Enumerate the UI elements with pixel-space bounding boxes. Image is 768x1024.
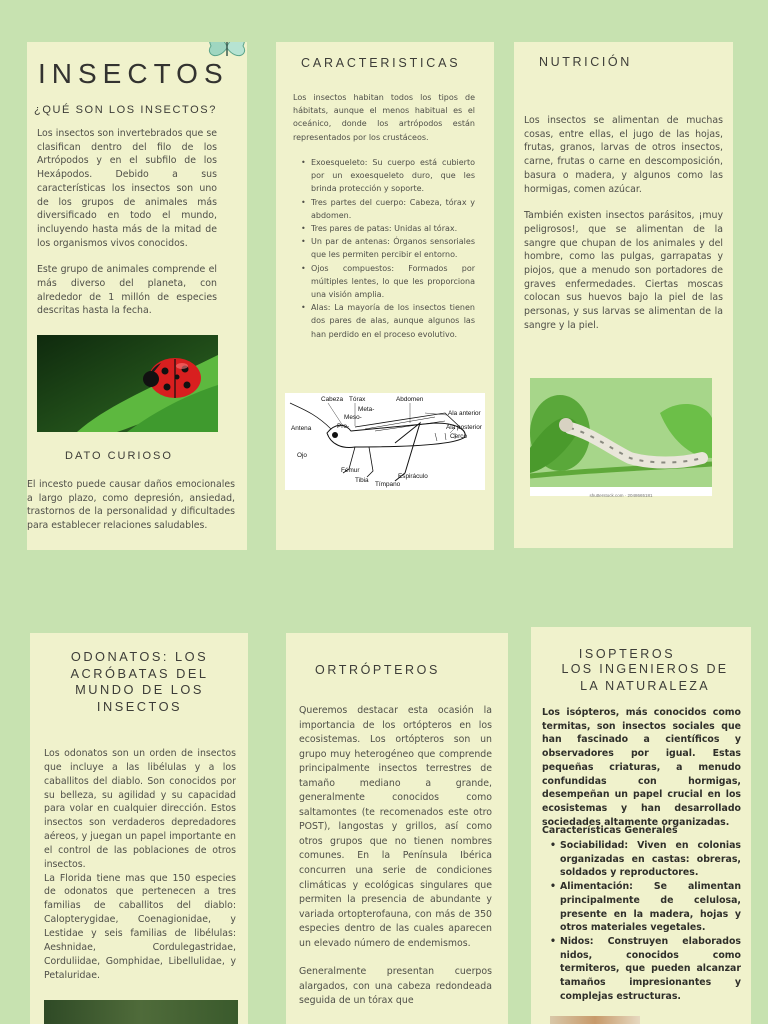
label-timpano: Tímpano [375, 481, 401, 488]
panel-odonatos [30, 633, 248, 1024]
intro-text [37, 127, 217, 318]
ladybug-photo [37, 335, 218, 432]
panel-insectos [27, 42, 247, 550]
isopteros-intro: Los isópteros, más conocidos como termitas, son insectos sociales que han fascinado a científicos y observadores por igual. Estas pequeñas criaturas, a menudo confundidas con hormigas, desempeñan un papel crucial en los ecosistemas y han desarrollado sociedades altamente organizadas. [542, 707, 741, 828]
paragraph: Generalmente presentan cuerpos alargados, con una cabeza redondeada seguida de un tórax que [299, 966, 492, 1007]
termite-features-list [548, 839, 741, 1003]
label-tibia: Tibia [355, 477, 369, 484]
paragraph: La Florida tiene mas que 150 especies de odonatos que pertenecen a tres familias de caballitos del diablo: Calopterygidae, Coenagionidae, y Lestidae y seis familias de libélulas: Aeshnidae, Cordulegastridae, Corduliidae, Gomphidae, Libellulidae, y Petaluridae. [44, 872, 236, 981]
section-heading: ¿QUÉ SON LOS INSECTOS? [34, 104, 217, 116]
nutrition-text [524, 114, 723, 333]
label-meso: Meso- [344, 414, 362, 421]
label-ala-anterior: Ala anterior [448, 410, 481, 417]
odonatos-text [44, 747, 236, 982]
subsection-heading: Características Generales [542, 825, 678, 836]
page-title: INSECTOS [38, 58, 229, 89]
label-espiraculo: Espiráculo [398, 473, 428, 480]
label-ojo: Ojo [297, 452, 307, 459]
insect-anatomy-diagram [285, 393, 485, 490]
panel-isopteros [531, 627, 751, 1024]
section-title: CARACTERISTICAS [301, 56, 461, 70]
grasshopper-drawing [285, 393, 485, 490]
paragraph: También existen insectos parásitos, ¡muy peligrosos!, que se alimentan de la sangre que chupan de los animales y del hombre, como las pulgas, garrapatas y piojos, que a menudo son portadores de graves enfermedades. Ciertas moscas colocan sus huevos bajo la piel de las personas, y sus larvas se alimentan de la sangre y la piel. [524, 210, 723, 331]
intro-text: Los insectos habitan todos los tipos de hábitats, aunque el menos habitual es el oceánico, donde los artrópodos están representados por los crustáceos. [293, 93, 475, 142]
section-title: ODONATOS: LOS ACRÓBATAS DEL MUNDO DE LOS INSECTOS [70, 649, 209, 714]
label-femur: Fémur [341, 467, 360, 474]
section-title: ORTRÓPTEROS [315, 663, 440, 677]
panel-nutricion [514, 42, 733, 548]
paragraph: Los insectos se alimentan de muchas cosas, entre ellas, el jugo de las hojas, frutas, granos, larvas de otros insectos, carne, frutas o carne en descomposición, basura o madera, y algunos como las hormigas, comen azúcar. [524, 115, 723, 195]
label-torax: Tórax [349, 396, 366, 403]
label-cerco: Cerco [450, 433, 468, 440]
list-item: • Tres pares de patas: Unidas al tórax. [299, 222, 475, 235]
list-item: • Ojos compuestos: Formados por múltiples lentes, lo que les proporciona una visión amplia. [299, 262, 475, 302]
paragraph: Los odonatos son un orden de insectos que incluye a las libélulas y a los caballitos del diablo. Son conocidos por su belleza, su agilidad y su capacidad para volar en cualquier dirección. Estos insectos son verdaderos depredadores aéreos, y juegan un papel importante en el control de las poblaciones de otros insectos. [44, 748, 236, 870]
fact-text: El incesto puede causar daños emocionales a largo plazo, como depresión, ansiedad, trastornos de la personalidad y dificultades para establecer relaciones saludables. [27, 479, 235, 532]
panel-ortopteros [286, 633, 508, 1024]
paragraph: Los insectos son invertebrados que se clasifican dentro del filo de los Artrópodos y en el subfilo de los Hexápodos. Debido a sus características los insectos son uno de los grupos de animales más diversificado en todo el mundo, incluyendo hasta más de la mitad de los organismos vivos conocidos. [37, 128, 217, 249]
list-item: • Un par de antenas: Órganos sensoriales que les permiten percibir el entorno. [299, 235, 475, 261]
label-pro: Pro- [337, 423, 350, 430]
list-item: • Tres partes del cuerpo: Cabeza, tórax y abdomen. [299, 196, 475, 222]
ortopteros-text [299, 704, 492, 1009]
label-abdomen: Abdomen [396, 396, 424, 403]
list-item: • Alimentación: Se alimentan principalmente de celulosa, presente en la madera, hojas y otros materiales vegetales. [548, 880, 741, 935]
list-item: • Sociabilidad: Viven en colonias organizadas en castas: obreras, soldados y reproductores. [548, 839, 741, 880]
section-title: ISOPTEROS [578, 647, 676, 661]
list-item: • Alas: La mayoría de los insectos tienen dos pares de alas, aunque algunos las han perdido en el proceso evolutivo. [299, 301, 475, 341]
section-subtitle: LOS INGENIEROS DE LA NATURALEZA [561, 662, 729, 693]
label-antena: Antena [291, 425, 312, 432]
caterpillar-photo [530, 378, 712, 496]
paragraph: Queremos destacar esta ocasión la importancia de los ortópteros en los ecosistemas. Los ortópteros son un grupo muy heterogéneo que comprende principalmente insectos terrestres de tamaño mediano a grande, generalmente conocidos como saltamontes (te recomenados este otro POST), langostas y grillos, así como otros grupos que no tienen nombres comunes. En la Península Ibérica concurren una serie de condiciones climáticas y ecológicas singulares que permiten la presencia de abundante y variada ortopterofauna, con más de 350 especies dentro de las cuales aparecen un elevado número de endemismos. [299, 705, 492, 949]
caterpillar-image [530, 378, 712, 487]
paragraph: Este grupo de animales comprende el más diverso del planeta, con alrededor de 1 millón de especies descritas hasta la fecha. [37, 264, 217, 317]
termite-photo [550, 1016, 640, 1024]
label-ala-posterior: Ala posterior [446, 424, 482, 431]
label-meta: Meta- [358, 406, 375, 413]
list-item: • Nidos: Construyen elaborados nidos, conocidos como termiteros, que pueden alcanzar tamaños impresionantes y complejas estructuras. [548, 935, 741, 1004]
label-cabeza: Cabeza [321, 396, 344, 403]
image-watermark: shutterstock.com · 2048665181 [589, 493, 653, 498]
list-item: • Exoesqueleto: Su cuerpo está cubierto por un exoesqueleto duro, que les brinda protección y soporte. [299, 156, 475, 196]
panel-caracteristicas [276, 42, 494, 550]
dragonfly-photo [44, 1000, 238, 1024]
features-list [299, 156, 475, 341]
section-title: NUTRICIÓN [539, 55, 632, 69]
fact-heading: DATO CURIOSO [65, 450, 173, 462]
